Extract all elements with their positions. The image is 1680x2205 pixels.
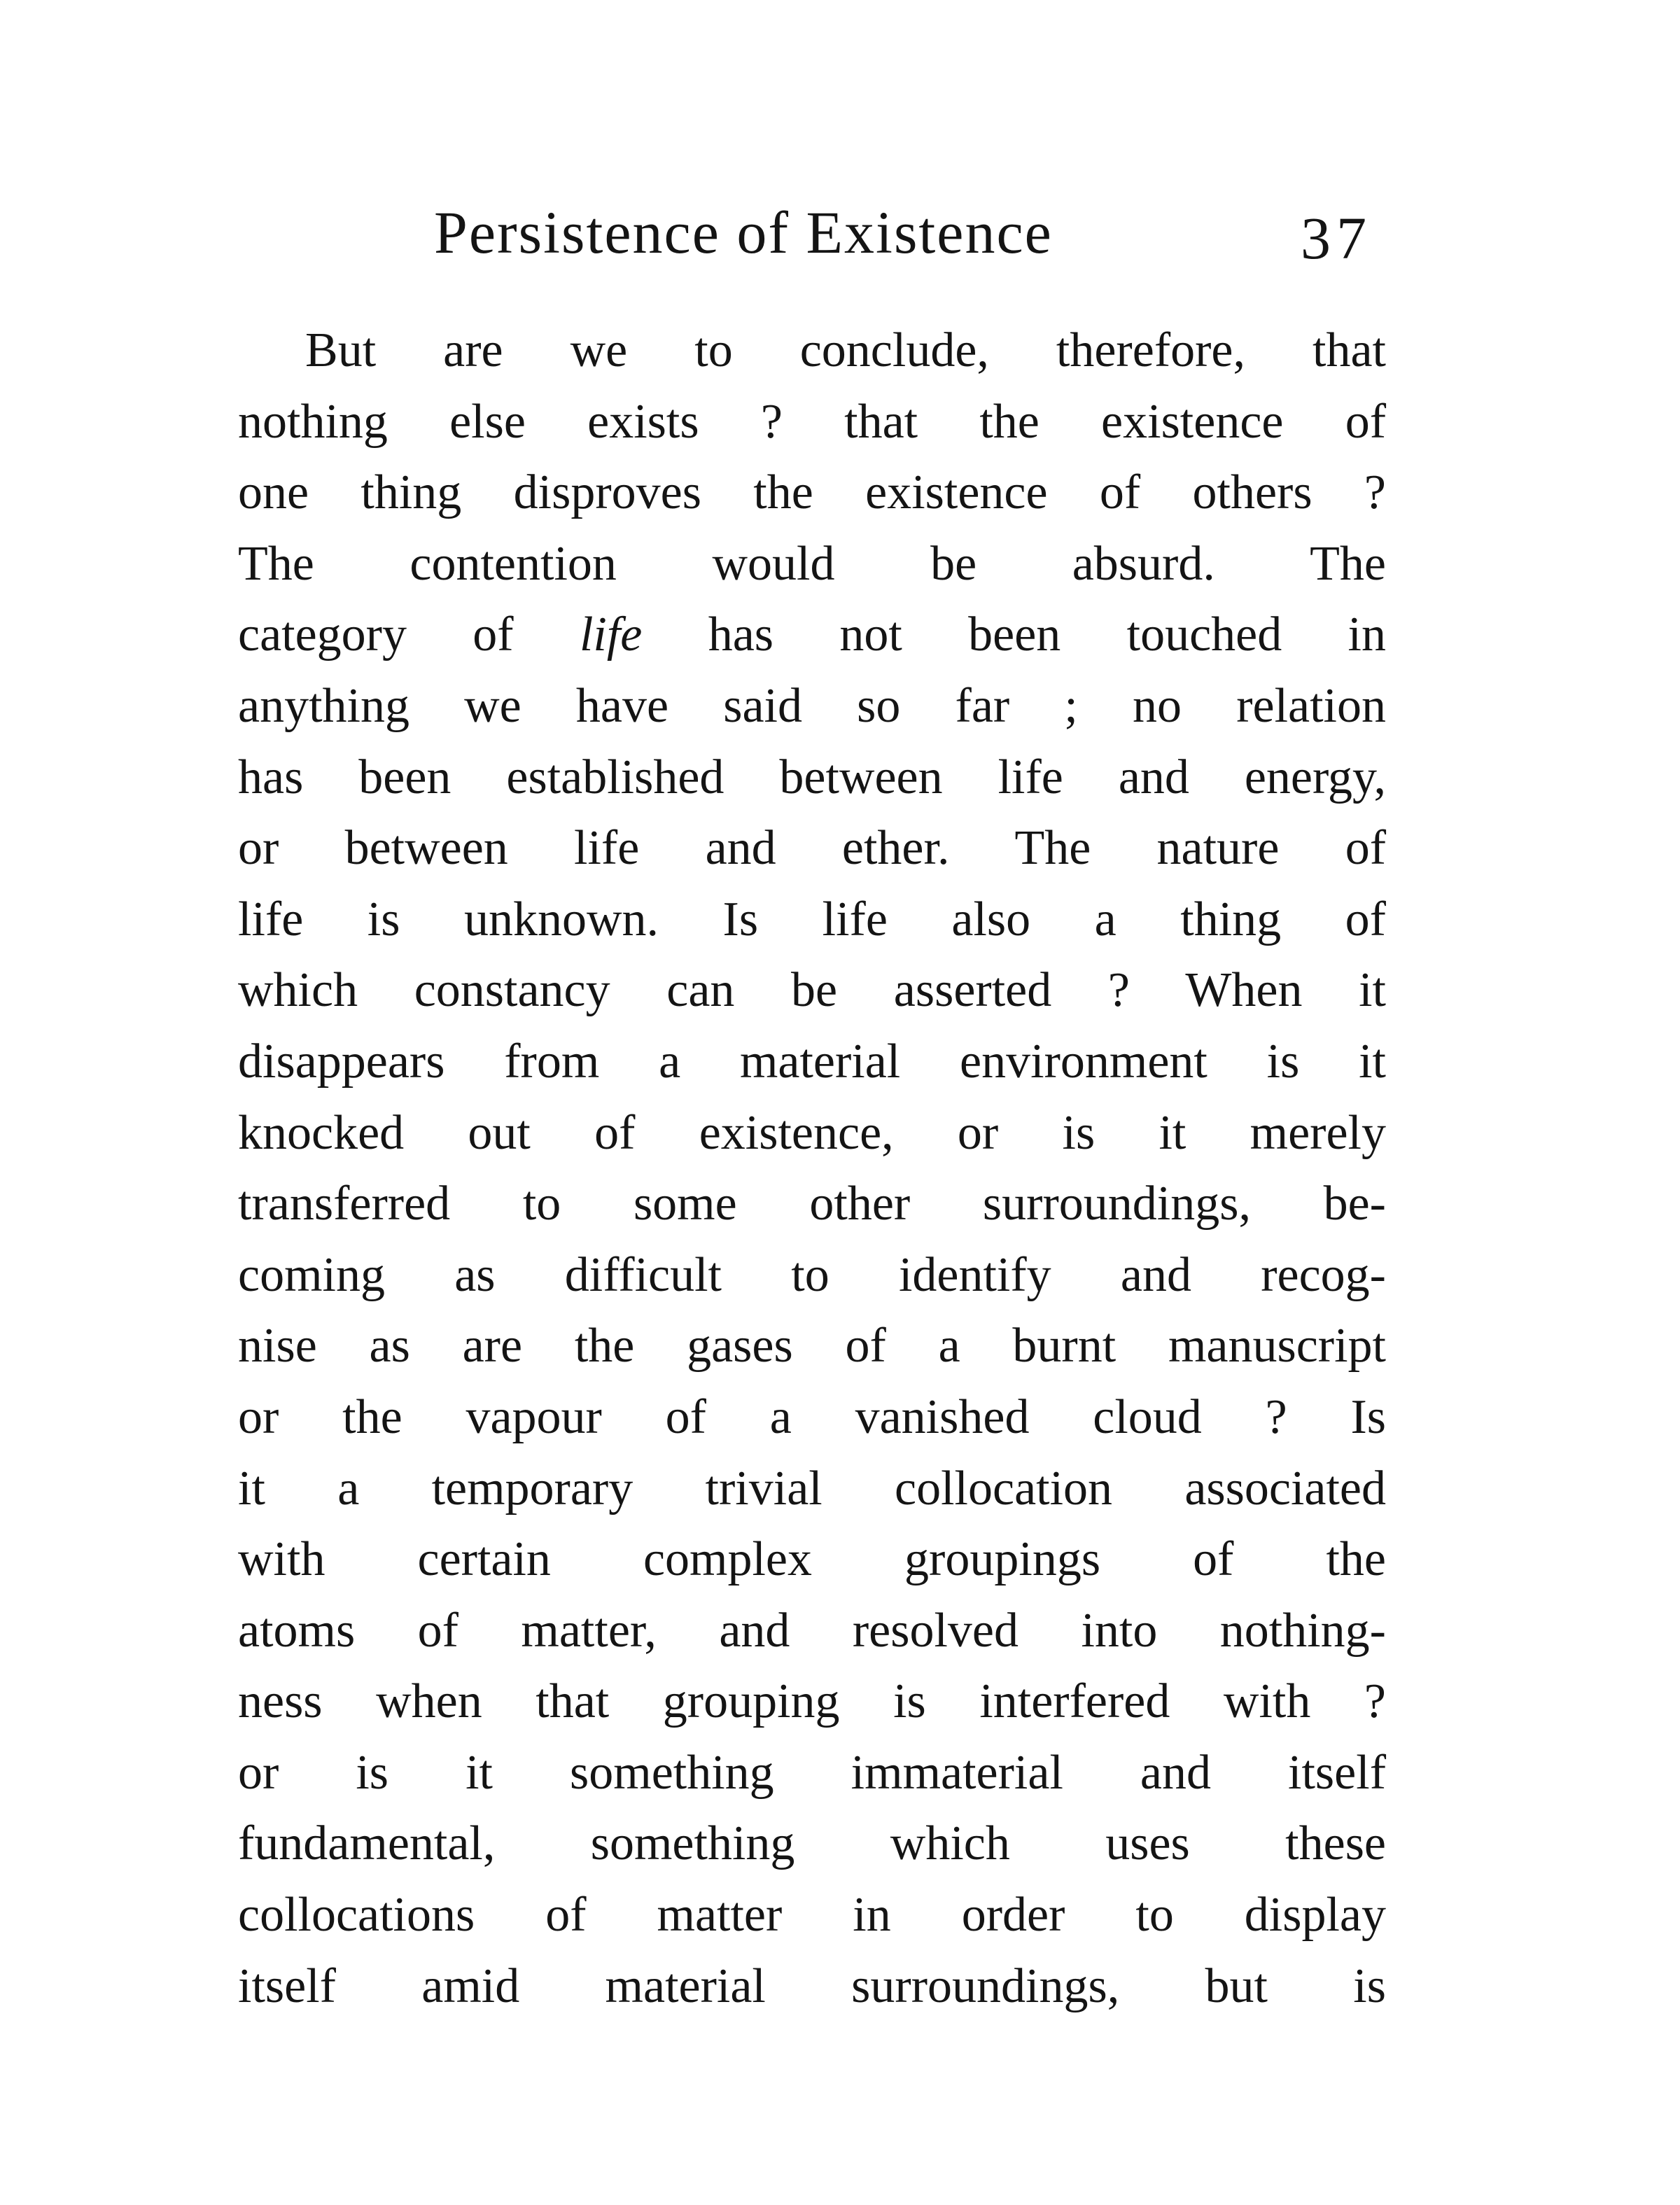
- text-run: category of: [238, 608, 580, 662]
- running-title: Persistence of Existence: [434, 199, 1053, 266]
- text-line: transferred to some other surroundings, be-: [238, 1177, 1386, 1231]
- running-head: [434, 190, 1372, 274]
- text-line: nothing else exists ? that the existence of: [238, 394, 1386, 449]
- text-line: disappears from a material environment is it: [238, 1034, 1386, 1088]
- text-line: anything we have said so far ; no relation: [238, 678, 1386, 733]
- text-line: knocked out of existence, or is it merely: [238, 1105, 1386, 1160]
- text-line: collocations of matter in order to display: [238, 1888, 1386, 1942]
- page-number: 37: [1301, 204, 1372, 272]
- text-run: has not been touched in: [642, 608, 1386, 662]
- text-line: or the vapour of a vanished cloud ? Is: [238, 1390, 1386, 1444]
- text-line: or between life and ether. The nature of: [238, 821, 1386, 876]
- text-line: itself amid material surroundings, but is: [238, 1959, 1386, 2013]
- body-text: [238, 315, 1386, 2022]
- text-line: coming as difficult to identify and recog-: [238, 1247, 1386, 1302]
- text-line: which constancy can be asserted ? When it: [238, 963, 1386, 1018]
- text-line: with certain complex groupings of the: [238, 1532, 1386, 1587]
- text-line: one thing disproves the existence of others ?: [238, 465, 1386, 520]
- text-line: But are we to conclude, therefore, that: [305, 323, 1386, 377]
- text-line: nise as are the gases of a burnt manuscript: [238, 1319, 1386, 1373]
- text-line: or is it something immaterial and itself: [238, 1745, 1386, 1800]
- text-line: it a temporary trivial collocation associated: [238, 1461, 1386, 1516]
- text-line: has been established between life and energy,: [238, 750, 1386, 804]
- text-line: fundamental, something which uses these: [238, 1816, 1386, 1871]
- text-line: The contention would be absurd. The: [238, 536, 1386, 591]
- text-line: ness when that grouping is interfered with ?: [238, 1674, 1386, 1729]
- text-line: atoms of matter, and resolved into nothing-: [238, 1603, 1386, 1658]
- text-line: [238, 599, 1386, 671]
- italic-word: life: [579, 608, 643, 662]
- text-line: life is unknown. Is life also a thing of: [238, 892, 1386, 946]
